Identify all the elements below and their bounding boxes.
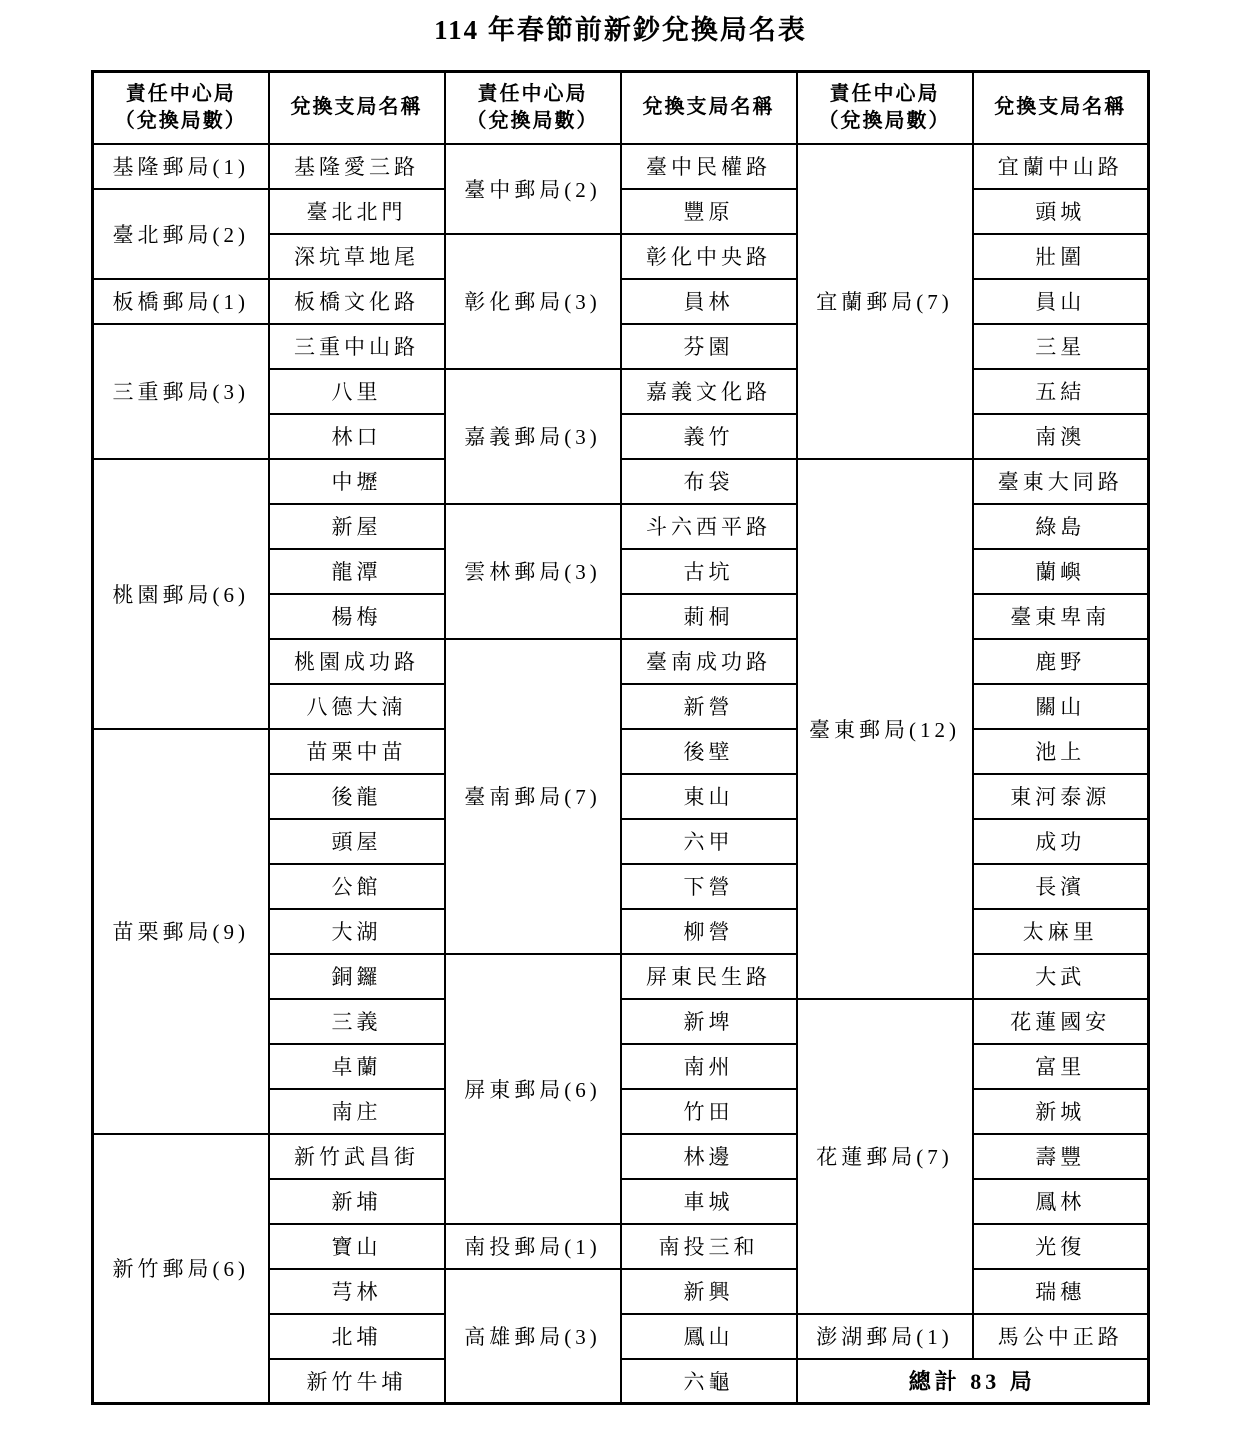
branch-office-cell: 下營: [621, 864, 797, 909]
table-row: [93, 144, 1149, 189]
branch-office-cell: 綠島: [973, 504, 1149, 549]
branch-office-cell: 鳳林: [973, 1179, 1149, 1224]
header-center-line2: （兌換局數）: [466, 109, 599, 132]
center-office-cell: 高雄郵局(3): [445, 1269, 621, 1404]
branch-office-cell: 古坑: [621, 549, 797, 594]
branch-office-cell: 頭屋: [269, 819, 445, 864]
table-body: [93, 144, 1149, 1404]
branch-office-cell: 臺北北門: [269, 189, 445, 234]
branch-office-cell: 三義: [269, 999, 445, 1044]
branch-office-cell: 苗栗中苗: [269, 729, 445, 774]
branch-office-cell: 楊梅: [269, 594, 445, 639]
branch-office-cell: 花蓮國安: [973, 999, 1149, 1044]
table-row: [93, 189, 1149, 234]
branch-office-cell: 北埔: [269, 1314, 445, 1359]
branch-office-cell: 員山: [973, 279, 1149, 324]
header-center-office: [445, 72, 621, 144]
branch-office-cell: 臺東大同路: [973, 459, 1149, 504]
branch-office-cell: 彰化中央路: [621, 234, 797, 279]
branch-office-cell: 鹿野: [973, 639, 1149, 684]
center-office-cell: 南投郵局(1): [445, 1224, 621, 1269]
header-center-line2: （兌換局數）: [818, 109, 951, 132]
branch-office-cell: 頭城: [973, 189, 1149, 234]
branch-office-cell: 莿桐: [621, 594, 797, 639]
branch-office-cell: 富里: [973, 1044, 1149, 1089]
table-row: [93, 324, 1149, 369]
branch-office-cell: 嘉義文化路: [621, 369, 797, 414]
branch-office-cell: 員林: [621, 279, 797, 324]
center-office-cell: 臺南郵局(7): [445, 639, 621, 954]
center-office-cell: 彰化郵局(3): [445, 234, 621, 369]
header-center-line1: 責任中心局: [829, 82, 940, 105]
branch-office-cell: 瑞穗: [973, 1269, 1149, 1314]
branch-office-cell: 南投三和: [621, 1224, 797, 1269]
branch-office-cell: 桃園成功路: [269, 639, 445, 684]
branch-office-cell: 東河泰源: [973, 774, 1149, 819]
branch-office-cell: 芎林: [269, 1269, 445, 1314]
branch-office-cell: 鳳山: [621, 1314, 797, 1359]
branch-office-cell: 長濱: [973, 864, 1149, 909]
branch-office-cell: 南州: [621, 1044, 797, 1089]
branch-office-cell: 六甲: [621, 819, 797, 864]
center-office-cell: 臺東郵局(12): [797, 459, 973, 999]
branch-office-cell: 八德大湳: [269, 684, 445, 729]
branch-office-cell: 蘭嶼: [973, 549, 1149, 594]
branch-office-cell: 公館: [269, 864, 445, 909]
branch-office-cell: 銅鑼: [269, 954, 445, 999]
branch-office-cell: 臺中民權路: [621, 144, 797, 189]
branch-office-cell: 龍潭: [269, 549, 445, 594]
branch-office-cell: 板橋文化路: [269, 279, 445, 324]
total-count-cell: 總計 83 局: [797, 1359, 1149, 1404]
branch-office-cell: 光復: [973, 1224, 1149, 1269]
branch-office-cell: 三星: [973, 324, 1149, 369]
table-row: [93, 459, 1149, 504]
header-center-line2: （兌換局數）: [114, 109, 247, 132]
branch-office-cell: 林口: [269, 414, 445, 459]
header-branch-name: 兌換支局名稱: [621, 72, 797, 144]
branch-office-cell: 東山: [621, 774, 797, 819]
branch-office-cell: 新營: [621, 684, 797, 729]
branch-office-cell: 新城: [973, 1089, 1149, 1134]
branch-office-cell: 後壁: [621, 729, 797, 774]
branch-office-cell: 南庄: [269, 1089, 445, 1134]
center-office-cell: 花蓮郵局(7): [797, 999, 973, 1314]
branch-office-cell: 芬園: [621, 324, 797, 369]
branch-office-cell: 中壢: [269, 459, 445, 504]
branch-office-cell: 南澳: [973, 414, 1149, 459]
table-row: [93, 729, 1149, 774]
branch-office-cell: 卓蘭: [269, 1044, 445, 1089]
branch-office-cell: 新屋: [269, 504, 445, 549]
branch-office-cell: 六龜: [621, 1359, 797, 1404]
branch-office-cell: 池上: [973, 729, 1149, 774]
branch-office-cell: 柳營: [621, 909, 797, 954]
center-office-cell: 桃園郵局(6): [93, 459, 269, 729]
center-office-cell: 澎湖郵局(1): [797, 1314, 973, 1359]
branch-office-cell: 寶山: [269, 1224, 445, 1269]
branch-office-cell: 臺南成功路: [621, 639, 797, 684]
center-office-cell: 臺中郵局(2): [445, 144, 621, 234]
branch-office-cell: 新埔: [269, 1179, 445, 1224]
header-center-office: [93, 72, 269, 144]
branch-office-cell: 壽豐: [973, 1134, 1149, 1179]
branch-office-cell: 斗六西平路: [621, 504, 797, 549]
branch-office-cell: 車城: [621, 1179, 797, 1224]
center-office-cell: 屏東郵局(6): [445, 954, 621, 1224]
branch-office-cell: 基隆愛三路: [269, 144, 445, 189]
header-center-office: [797, 72, 973, 144]
branch-office-cell: 新竹牛埔: [269, 1359, 445, 1404]
branch-office-cell: 豐原: [621, 189, 797, 234]
branch-office-cell: 林邊: [621, 1134, 797, 1179]
branch-office-cell: 屏東民生路: [621, 954, 797, 999]
branch-office-cell: 三重中山路: [269, 324, 445, 369]
branch-office-cell: 大武: [973, 954, 1149, 999]
branch-office-cell: 八里: [269, 369, 445, 414]
branch-office-cell: 新竹武昌街: [269, 1134, 445, 1179]
branch-office-cell: 壯圍: [973, 234, 1149, 279]
center-office-cell: 板橋郵局(1): [93, 279, 269, 324]
center-office-cell: 基隆郵局(1): [93, 144, 269, 189]
branch-office-cell: 深坑草地尾: [269, 234, 445, 279]
exchange-offices-table: [91, 70, 1150, 1405]
branch-office-cell: 臺東卑南: [973, 594, 1149, 639]
table-row: [93, 279, 1149, 324]
center-office-cell: 嘉義郵局(3): [445, 369, 621, 504]
branch-office-cell: 後龍: [269, 774, 445, 819]
branch-office-cell: 太麻里: [973, 909, 1149, 954]
table-row: [93, 1134, 1149, 1179]
center-office-cell: 苗栗郵局(9): [93, 729, 269, 1134]
center-office-cell: 雲林郵局(3): [445, 504, 621, 639]
header-center-line1: 責任中心局: [477, 82, 588, 105]
branch-office-cell: 五結: [973, 369, 1149, 414]
center-office-cell: 臺北郵局(2): [93, 189, 269, 279]
header-branch-name: 兌換支局名稱: [973, 72, 1149, 144]
branch-office-cell: 宜蘭中山路: [973, 144, 1149, 189]
header-branch-name: 兌換支局名稱: [269, 72, 445, 144]
branch-office-cell: 新埤: [621, 999, 797, 1044]
branch-office-cell: 竹田: [621, 1089, 797, 1134]
branch-office-cell: 新興: [621, 1269, 797, 1314]
branch-office-cell: 義竹: [621, 414, 797, 459]
table-header-row: [93, 72, 1149, 144]
center-office-cell: 三重郵局(3): [93, 324, 269, 459]
header-center-line1: 責任中心局: [125, 82, 236, 105]
page-title: 114 年春節前新鈔兌換局名表: [434, 15, 807, 45]
branch-office-cell: 大湖: [269, 909, 445, 954]
branch-office-cell: 布袋: [621, 459, 797, 504]
center-office-cell: 宜蘭郵局(7): [797, 144, 973, 459]
center-office-cell: 新竹郵局(6): [93, 1134, 269, 1404]
branch-office-cell: 關山: [973, 684, 1149, 729]
branch-office-cell: 馬公中正路: [973, 1314, 1149, 1359]
branch-office-cell: 成功: [973, 819, 1149, 864]
